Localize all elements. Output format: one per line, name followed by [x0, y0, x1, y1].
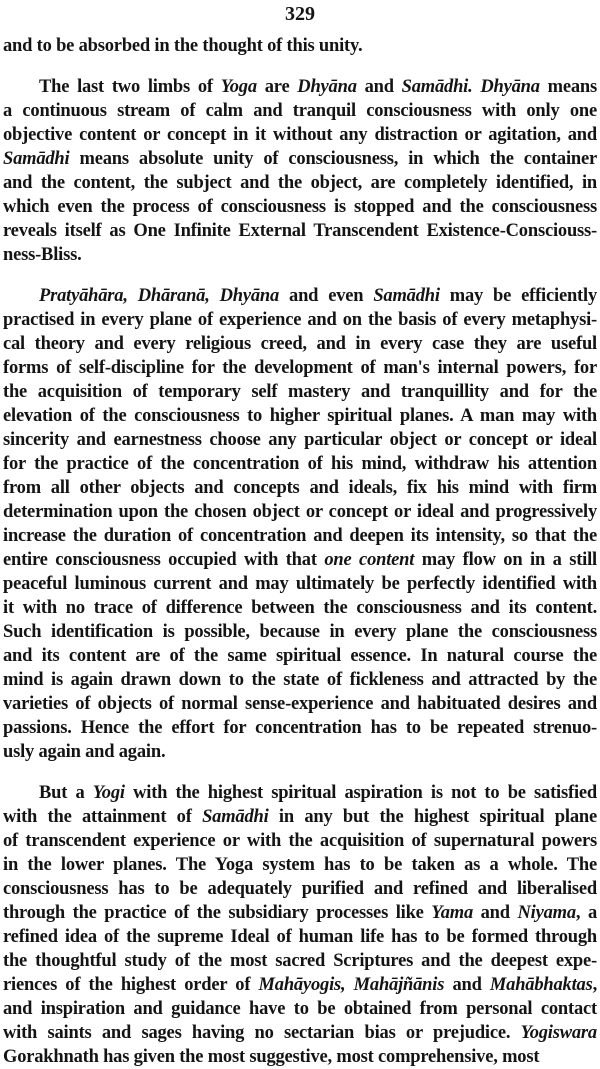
text-line: sincerity and earnestness choose any particular object or concept or ideal	[3, 430, 597, 450]
italic-term: Yama	[431, 903, 473, 923]
text-line: Pratyāhāra, Dhāranā, Dhyāna and even Samādhi may be efficiently	[39, 286, 597, 306]
text-line: and to be absorbed in the thought of this unity.	[3, 36, 363, 56]
text-line: But a Yogi with the highest spiritual aspiration is not to be satisfied	[39, 783, 597, 803]
text-line: consciousness has to be adequately purified and refined and liberalised	[3, 879, 597, 899]
body-text	[3, 34, 597, 1069]
text-line: it with no trace of difference between the consciousness and its content.	[3, 598, 597, 618]
text-line: practised in every plane of experience and on the basis of every metaphysi-	[3, 310, 597, 330]
text-line: with saints and sages having no sectarian bias or prejudice. Yogiswara	[3, 1023, 597, 1043]
text-line: from all other objects and concepts and ideals, fix his mind with firm	[3, 478, 597, 498]
text-line: Samādhi means absolute unity of consciousness, in which the container	[3, 149, 597, 169]
paragraph	[3, 34, 597, 58]
text-line: Gorakhnath has given the most suggestive, most comprehensive, most	[3, 1047, 540, 1067]
italic-term: Yogiswara	[520, 1023, 597, 1043]
text-line: forms of self-discipline for the development of man's internal powers, for	[3, 358, 597, 378]
text-line: varieties of objects of normal sense-experience and habituated desires and	[3, 694, 597, 714]
italic-term: Mahāyogis, Mahājñānis	[258, 975, 445, 995]
text-line: with the attainment of Samādhi in any but the highest spiritual plane	[3, 807, 597, 827]
text-line: cal theory and every religious creed, and in every case they are useful	[3, 334, 597, 354]
text-line: for the practice of the concentration of his mind, withdraw his attention	[3, 454, 597, 474]
paragraph	[3, 75, 597, 267]
text-line: ness-Bliss.	[3, 245, 82, 265]
text-line: the thoughtful study of the most sacred Scriptures and the deepest expe-	[3, 951, 597, 971]
paragraph	[3, 284, 597, 764]
text-line: in the lower planes. The Yoga system has to be taken as a whole. The	[3, 855, 597, 875]
italic-term: Dhyāna	[297, 77, 357, 97]
text-line: and its content are of the same spiritual essence. In natural course the	[3, 646, 597, 666]
text-line: The last two limbs of Yoga are Dhyāna and Samādhi. Dhyāna means	[39, 77, 597, 97]
text-line: the acquisition of temporary self mastery and tranquillity and for the	[3, 382, 597, 402]
italic-term: one content	[324, 550, 415, 570]
italic-term: Pratyāhāra, Dhāranā, Dhyāna	[39, 286, 280, 306]
text-line: objective content or concept in it without any distraction or agitation, and	[3, 125, 597, 145]
text-line: usly again and again.	[3, 742, 166, 762]
text-line: Such identification is possible, because in every plane the consciousness	[3, 622, 597, 642]
text-line: passions. Hence the effort for concentration has to be repeated strenuo-	[3, 718, 597, 738]
italic-term: Yoga	[220, 77, 257, 97]
text-line: riences of the highest order of Mahāyogis, Mahājñānis and Mahābhaktas,	[3, 975, 598, 995]
text-line: elevation of the consciousness to higher spiritual planes. A man may with	[3, 406, 597, 426]
italic-term: Samādhi	[202, 807, 269, 827]
text-line: and the content, the subject and the object, are completely identified, in	[3, 173, 597, 193]
text-line: which even the process of consciousness is stopped and the consciousness	[3, 197, 597, 217]
text-line: entire consciousness occupied with that one content may flow on in a still	[3, 550, 597, 570]
text-line: peaceful luminous current and may ultimately be perfectly identified with	[3, 574, 597, 594]
text-line: increase the duration of concentration and deepen its intensity, so that the	[3, 526, 597, 546]
text-line: mind is again drawn down to the state of fickleness and attracted by the	[3, 670, 597, 690]
text-line: refined idea of the supreme Ideal of human life has to be formed through	[3, 927, 597, 947]
text-line: of transcendent experience or with the acquisition of supernatural powers	[3, 831, 597, 851]
text-line: through the practice of the subsidiary processes like Yama and Niyama, a	[3, 903, 597, 923]
italic-term: Samādhi	[373, 286, 440, 306]
italic-term: Samādhi	[3, 149, 70, 169]
italic-term: Yogi	[92, 783, 125, 803]
text-line: reveals itself as One Infinite External Transcendent Existence-Consciouss-	[3, 221, 597, 241]
text-line: a continuous stream of calm and tranquil consciousness with only one	[3, 101, 597, 121]
italic-term: Mahābhaktas	[489, 975, 593, 995]
text-line: and inspiration and guidance have to be obtained from personal contact	[3, 999, 597, 1019]
italic-term: Samādhi. Dhyāna	[401, 77, 540, 97]
text-line: determination upon the chosen object or concept or ideal and progressively	[3, 502, 597, 522]
italic-term: Niyama	[517, 903, 576, 923]
page-number: 329	[285, 3, 315, 25]
paragraph	[3, 781, 597, 1069]
